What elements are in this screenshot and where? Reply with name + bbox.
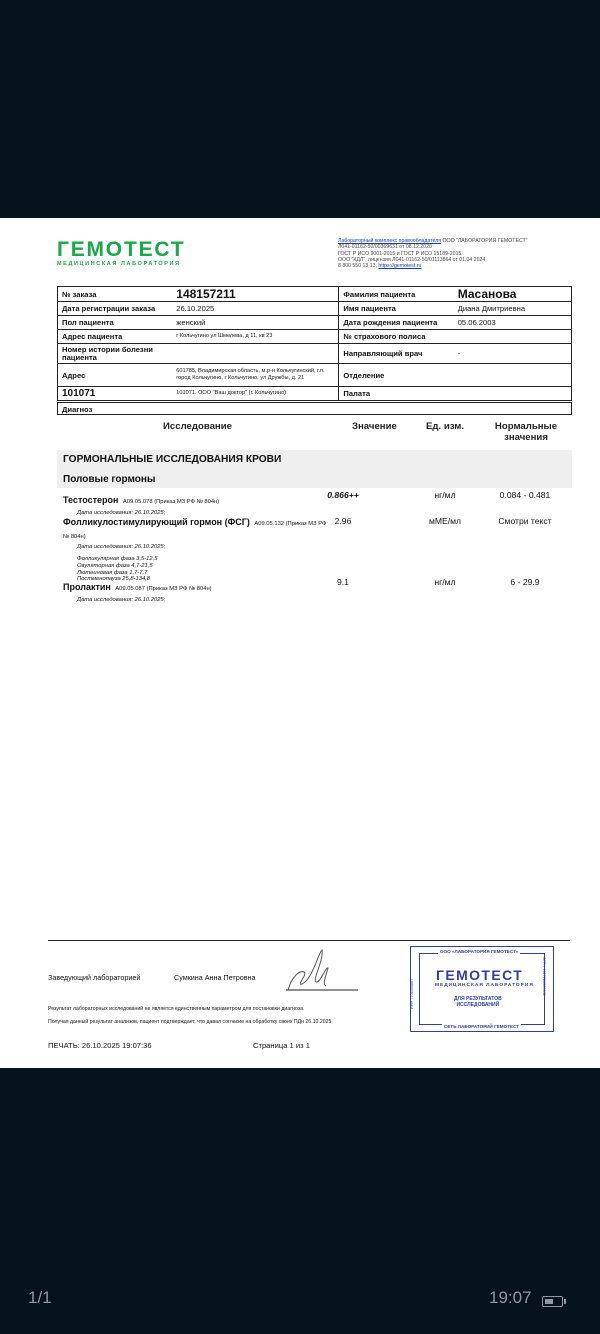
stamp-top-text: ООО «ЛАБОРАТОРИЯ ГЕМОТЕСТ» — [440, 949, 519, 954]
section-subtitle: Половые гормоны — [63, 474, 156, 485]
address-label: Адрес пациента — [58, 330, 173, 344]
phase-luteal: Лютеиновая фаза 1,7-7,7 — [77, 569, 148, 576]
test-code: A09.05.132 (Приказ МЗ РФ № 804н) — [63, 521, 327, 540]
section-header — [57, 450, 572, 488]
footer-divider — [48, 940, 570, 941]
stamp-inn: ИНН 7706395667 — [410, 978, 414, 1009]
phase-follicular: Фолликулярная фаза 3,5-12,5 — [77, 556, 158, 562]
test-code: A09.05.087 (Приказ МЗ РФ № 804н) — [115, 586, 212, 592]
department-value — [454, 364, 572, 387]
regdate-label: Дата регистрации заказа — [58, 302, 173, 316]
birthdate-value: 05.06.2003 — [454, 316, 572, 330]
license-line1: ООО "ЛАБОРАТОРИЯ ГЕМОТЕСТ" — [442, 238, 528, 244]
history-label: Номер истории болезни пациента — [58, 344, 173, 364]
testosterone-value: 0.866++ — [327, 490, 359, 500]
phase-ovulatory: Овуляторная фаза 4,7-21,5 — [77, 562, 153, 569]
test-name: Фолликулостимулирующий гормон (ФСГ) — [63, 517, 250, 527]
footer-note-1: Результат лабораторных исследований не является единственным параметром для постановки диагноза. — [48, 1006, 305, 1012]
clock: 19:07 — [489, 1288, 532, 1307]
prolactin-value: 9.1 — [337, 577, 349, 587]
footer-note-2: Получая данный результат анализов, пациент подтверждает, что давал согласие на обработку своих ПДн 26.10.2025 — [48, 1019, 332, 1025]
license-line4: ООО "КДЛ", лицензия Л041-01162-50/01113864 от 01.04.2024 — [338, 256, 486, 263]
policy-label: № страхового полиса — [339, 330, 454, 344]
col-study-header: Исследование — [163, 421, 232, 432]
sex-value: женский — [172, 316, 339, 330]
order-number: 148157211 — [172, 287, 339, 302]
testosterone-norm: 0.084 - 0.481 — [499, 490, 551, 500]
print-timestamp: ПЕЧАТЬ: 26.10.2025 19:07:36 — [48, 1041, 152, 1050]
section-title: ГОРМОНАЛЬНЫЕ ИССЛЕДОВАНИЯ КРОВИ — [63, 454, 282, 465]
license-line2: Л041-01162-50/00369631 от 08.12.2020 — [338, 244, 432, 251]
license-block — [338, 238, 578, 269]
order-label: № заказа — [58, 287, 173, 302]
lab-head-name: Сумкина Анна Петровна — [174, 973, 256, 982]
test-name: Пролактин — [63, 582, 111, 592]
patient-info-table — [57, 286, 572, 401]
prolactin-unit: нг/мл — [434, 577, 456, 587]
patient-surname: Масанова — [454, 287, 572, 302]
stamp-bottom-text: СЕТЬ ЛАБОРАТОРИЙ ГЕМОТЕСТ — [444, 1024, 520, 1029]
stamp-main-text: ГЕМОТЕСТ — [436, 967, 524, 983]
name-label: Имя пациента — [339, 302, 454, 316]
doctor-label: Направляющий врач — [339, 344, 454, 364]
clinic-value: 101071. ООО "Ваш доктор" (г. Кольчугино) — [172, 387, 339, 401]
signature-image — [282, 946, 362, 994]
col-norm-header: Нормальные значения — [494, 421, 558, 443]
fsh-norm: Смотри текст — [498, 516, 552, 526]
license-phone: 8 800 550 13 13, — [338, 263, 377, 270]
prolactin-norm: 6 - 29.9 — [510, 577, 540, 587]
doctor-value: - — [454, 344, 572, 364]
test-date: Дата исследования: 26.10.2025; — [77, 544, 166, 550]
test-date: Дата исследования: 26.10.2025; — [77, 597, 166, 603]
department-label: Отделение — [339, 364, 454, 387]
col-unit-header: Ед. изм. — [426, 421, 465, 432]
result-row-fsh — [63, 516, 572, 583]
col-value-header: Значение — [352, 421, 397, 432]
test-date: Дата исследования: 26.10.2025; — [77, 510, 166, 516]
test-name: Тестостерон — [63, 495, 119, 505]
birthdate-label: Дата рождения пациента — [339, 316, 454, 330]
logo-main-text: ГЕМОТЕСТ — [57, 238, 186, 261]
sex-label: Пол пациента — [58, 316, 173, 330]
phase-postmenopause: Постменопауза 25,8-134,8 — [77, 576, 151, 583]
ward-value — [454, 387, 572, 401]
stamp-inner-frame — [419, 949, 545, 1029]
address2-value: 601785, Владимирская область, м.р-н Кольчугинский, г.п. город Кольчугино, г Кольчугино, ул Дружбы, д. 21 — [172, 364, 339, 387]
stamp-mid-text — [454, 996, 502, 1008]
surname-label: Фамилия пациента — [339, 287, 454, 302]
page-counter: 1/1 — [28, 1288, 52, 1307]
test-code: A09.05.078 (Приказ МЗ РФ № 804н) — [122, 499, 220, 505]
history-value — [172, 344, 339, 364]
patient-name: Диана Дмитриевна — [454, 302, 572, 316]
fsh-unit: мМЕ/мл — [428, 516, 462, 526]
gemotest-logo — [57, 240, 185, 267]
battery-tip — [564, 1299, 566, 1304]
ward-label: Палата — [339, 387, 454, 401]
logo-sub-text: МЕДИЦИНСКАЯ ЛАБОРАТОРИЯ — [57, 261, 181, 267]
battery-icon — [542, 1296, 563, 1307]
license-line3: ГОСТ Р ИСО 9001-2015 и ГОСТ Р ИСО 15189-2015 — [338, 250, 462, 257]
fsh-value: 2.96 — [334, 516, 352, 526]
address2-label: Адрес — [58, 364, 173, 387]
address-value: г Кольчугино ул Шмелева, д 11, кв 23 — [172, 330, 339, 344]
policy-value — [454, 330, 572, 344]
lab-report-page — [0, 218, 600, 1068]
diagnosis-row: Диагноз — [57, 402, 572, 415]
lab-stamp — [410, 946, 554, 1032]
gemotest-site-link[interactable]: https://gemotest.ru — [378, 263, 422, 270]
regdate-value: 26.10.2025 — [172, 302, 339, 316]
stamp-mid-line2: ИССЛЕДОВАНИЙ — [456, 1002, 500, 1008]
stamp-ogrn: ОГРН 1027706009642 — [542, 957, 546, 996]
page-number: Страница 1 из 1 — [253, 1041, 310, 1050]
lab-head-label: Заведующий лабораторией — [48, 973, 141, 982]
clinic-code: 101071 — [58, 387, 173, 401]
license-link[interactable]: Лабораторный комплекс правообладателя — [338, 238, 442, 244]
stamp-mid-line1: ДЛЯ РЕЗУЛЬТАТОВ — [454, 996, 502, 1002]
stamp-sub-text: МЕДИЦИНСКАЯ ЛАБОРАТОРИЯ — [435, 983, 534, 988]
testosterone-unit: нг/мл — [434, 490, 456, 500]
